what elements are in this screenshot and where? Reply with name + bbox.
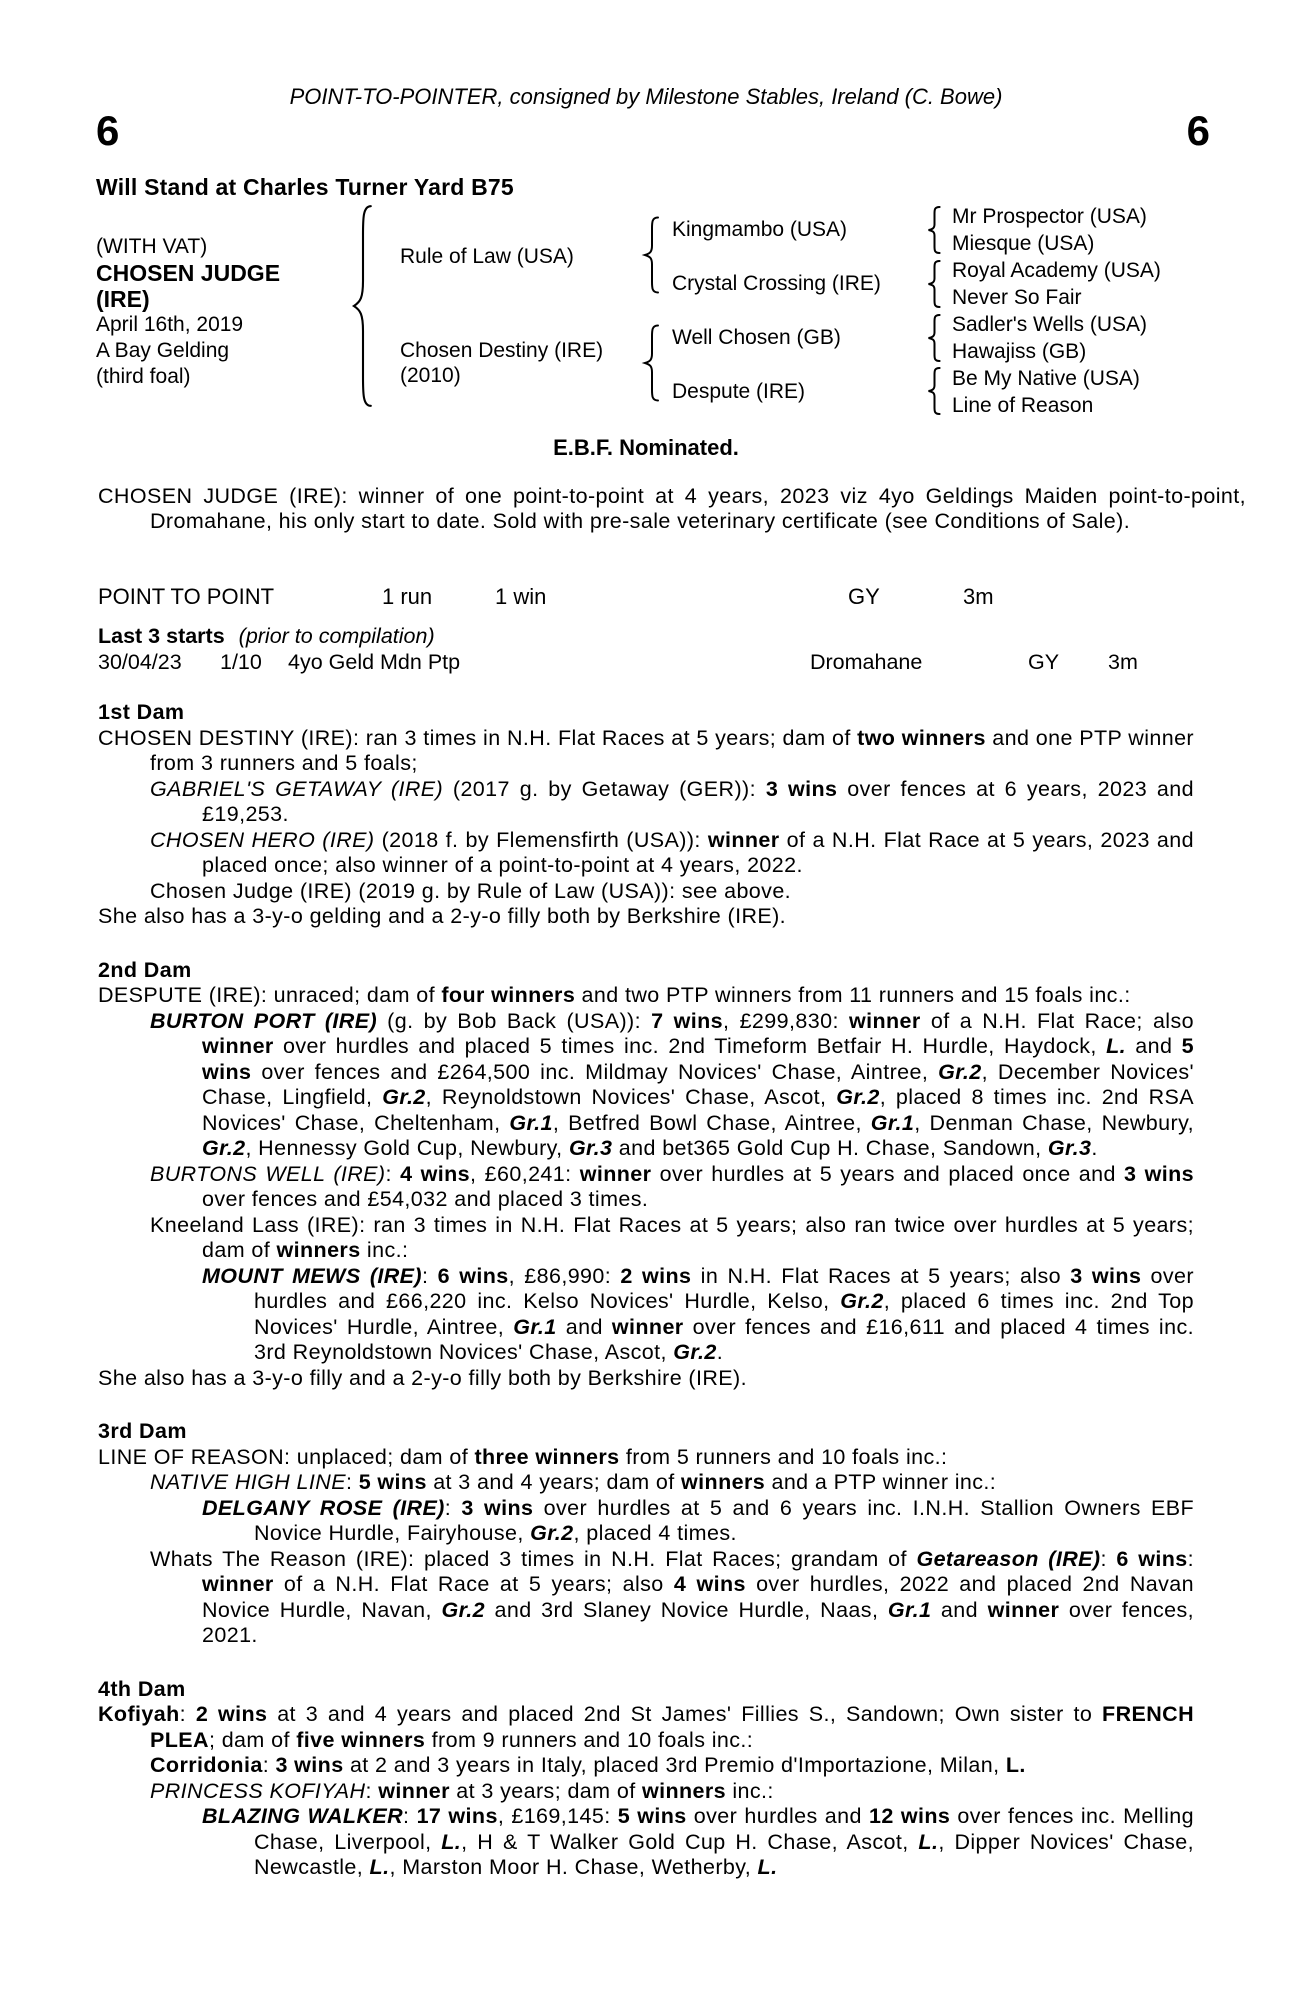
pedigree-ancestor: Mr Prospector (USA) [952,205,1147,228]
record-distance: 3m [963,584,994,609]
dam-paragraph: MOUNT MEWS (IRE): 6 wins, £86,990: 2 wins in N.H. Flat Races at 5 years; also 3 wins over hurdles and £66,220 inc. Kelso Novices' Hurdle, Kelso, Gr.2, placed 6 times inc. 2nd Top Novices' Hurdle, Aintree, Gr.1 and winner over fences and £16,611 and placed 4 times inc. 3rd Reynoldstown Novices' Chase, Ascot, Gr.2. [202,1263,1194,1364]
dam-heading-1st: 1st Dam [98,700,185,724]
ebf-nominated-note: E.B.F. Nominated. [553,435,739,460]
pedigree-ancestor: Sadler's Wells (USA) [952,313,1147,336]
pedigree-ancestor: Miesque (USA) [952,232,1095,255]
pedigree-dam-year: (2010) [400,364,461,387]
pedigree-brace-icon [926,314,943,362]
dam-heading-2nd: 2nd Dam [98,957,192,982]
dam-paragraph: CHOSEN HERO (IRE) (2018 f. by Flemensfirth (USA)): winner of a N.H. Flat Race at 5 years, 2023 and placed once; also winner of a point-to-point at 4 years, 2022. [150,827,1194,877]
record-runs: 1 run [382,584,433,609]
dam-heading-3rd: 3rd Dam [98,1419,187,1443]
last-starts-subtitle: (prior to compilation) [238,624,435,648]
dam-paragraph: Corridonia: 3 wins at 2 and 3 years in Italy, placed 3rd Premio d'Importazione, Milan, L. [150,1753,1026,1777]
pedigree-brace-icon [926,260,943,308]
stand-location-note: Will Stand at Charles Turner Yard B75 [96,174,514,200]
dam-heading-4th: 4th Dam [98,1676,186,1701]
pedigree-grandsire: Kingmambo (USA) [672,218,848,241]
pedigree-brace-icon [642,216,662,294]
record-category: POINT TO POINT [98,584,275,609]
record-going: GY [848,584,880,609]
race-distance: 3m [1108,650,1138,674]
pedigree-ancestor: Never So Fair [952,286,1082,309]
lot-number-right: 6 [1186,107,1210,154]
dam-paragraph: PRINCESS KOFIYAH: winner at 3 years; dam of winners inc.: [150,1778,774,1803]
vat-note: (WITH VAT) [96,235,208,258]
pedigree-ancestor: Royal Academy (USA) [952,259,1161,282]
dam-paragraph: BLAZING WALKER: 17 wins, £169,145: 5 wins over hurdles and 12 wins over fences inc. Melling Chase, Liverpool, L., H & T Walker Gold Cup H. Chase, Ascot, L., Dipper Novices' Chase, Newcastle, L., Marston Moor H. Chase, Wetherby, L. [202,1804,1194,1879]
pedigree-brace-icon [926,206,943,254]
horse-description: A Bay Gelding [96,339,230,362]
dam-paragraph: GABRIEL'S GETAWAY (IRE) (2017 g. by Getaway (GER)): 3 wins over fences at 6 years, 2023 and £19,253. [150,776,1194,826]
horse-foaling-date: April 16th, 2019 [96,313,244,336]
dam-paragraph: BURTON PORT (IRE) (g. by Bob Back (USA)): 7 wins, £299,830: winner of a N.H. Flat Race; also winner over hurdles and placed 5 times inc. 2nd Timeform Betfair H. Hurdle, Haydock, L. and 5 wins over fences and £264,500 inc. Mildmay Novices' Chase, Aintree, Gr.2, December Novices' Chase, Lingfield, Gr.2, Reynoldstown Novices' Chase, Ascot, Gr.2, placed 8 times inc. 2nd RSA Novices' Chase, Cheltenham, Gr.1, Betfred Bowl Chase, Aintree, Gr.1, Denman Chase, Newbury, Gr.2, Hennessy Gold Cup, Newbury, Gr.3 and bet365 Gold Cup H. Chase, Sandown, Gr.3. [150,1008,1195,1160]
dam-paragraph: She also has a 3-y-o filly and a 2-y-o filly both by Berkshire (IRE). [98,1365,747,1390]
horse-foal-note: (third foal) [96,365,191,388]
pedigree-granddam: Despute (IRE) [672,380,806,403]
dam-paragraph: CHOSEN DESTINY (IRE): ran 3 times in N.H. Flat Races at 5 years; dam of two winners and one PTP winner from 3 runners and 5 foals; [98,725,1194,775]
dam-paragraph: Kneeland Lass (IRE): ran 3 times in N.H. Flat Races at 5 years; also ran twice over hurdles at 5 years; dam of winners inc.: [150,1212,1194,1262]
race-venue: Dromahane [810,650,923,674]
dam-paragraph: DESPUTE (IRE): unraced; dam of four winners and two PTP winners from 11 runners and 15 foals inc.: [98,983,1131,1007]
consignor-note: POINT-TO-POINTER, consigned by Milestone Stables, Ireland (C. Bowe) [289,84,1003,109]
pedigree-brace-icon [350,202,376,410]
pedigree-table [0,0,1314,460]
dam-paragraph: LINE OF REASON: unplaced; dam of three winners from 5 runners and 10 foals inc.: [98,1444,948,1469]
pedigree-brace-icon [926,367,943,415]
dam-paragraph: Kofiyah: 2 wins at 3 and 4 years and placed 2nd St James' Fillies S., Sandown; Own sister to FRENCH PLEA; dam of five winners from 9 runners and 10 foals inc.: [98,1702,1195,1752]
horse-info [96,234,366,390]
pedigree-ancestor: Hawajiss (GB) [952,340,1087,363]
horse-race-record-summary: CHOSEN JUDGE (IRE): winner of one point-to-point at 4 years, 2023 viz 4yo Geldings Maiden point-to-point, Dromahane, his only start to date. Sold with pre-sale veterinary certificate (see Conditions of Sale). [98,484,1246,533]
horse-name: CHOSEN JUDGE [96,260,281,286]
dam-paragraph: NATIVE HIGH LINE: 5 wins at 3 and 4 years; dam of winners and a PTP winner inc.: [150,1470,997,1494]
race-date: 30/04/23 [98,650,182,674]
lot-number-left: 6 [96,107,120,154]
horse-suffix: (IRE) [96,286,150,312]
last-start-row [0,650,1314,676]
record-wins: 1 win [495,584,547,609]
race-position: 1/10 [220,650,262,674]
last-starts-heading [98,624,435,649]
dam-paragraph: Whats The Reason (IRE): placed 3 times in N.H. Flat Races; grandam of Getareason (IRE): 6 wins: winner of a N.H. Flat Race at 5 years; also 4 wins over hurdles, 2022 and placed 2nd Navan Novice Hurdle, Navan, Gr.2 and 3rd Slaney Novice Hurdle, Naas, Gr.1 and winner over fences, 2021. [150,1546,1195,1647]
pedigree-ancestor: Line of Reason [952,394,1094,417]
race-going: GY [1028,650,1060,674]
pedigree-grandsire: Well Chosen (GB) [672,326,841,349]
pedigree-granddam: Crystal Crossing (IRE) [672,272,881,295]
dam-paragraph: BURTONS WELL (IRE): 4 wins, £60,241: winner over hurdles at 5 years and placed once and 3 wins over fences and £54,032 and placed 3 times. [150,1161,1195,1211]
record-row [0,584,1314,610]
dam-paragraph: Chosen Judge (IRE) (2019 g. by Rule of Law (USA)): see above. [150,878,792,903]
dam-paragraph: DELGANY ROSE (IRE): 3 wins over hurdles at 5 and 6 years inc. I.N.H. Stallion Owners EBF Novice Hurdle, Fairyhouse, Gr.2, placed 4 times. [202,1495,1195,1545]
dam-sections [98,700,1194,1881]
pedigree-brace-icon [642,324,662,402]
pedigree-sire: Rule of Law (USA) [400,245,574,268]
dam-paragraph: She also has a 3-y-o gelding and a 2-y-o filly both by Berkshire (IRE). [98,904,787,928]
race-name: 4yo Geld Mdn Ptp [288,650,461,674]
pedigree-ancestor: Be My Native (USA) [952,367,1140,390]
last-starts-title: Last 3 starts [98,624,225,648]
pedigree-dam: Chosen Destiny (IRE) [400,339,604,362]
